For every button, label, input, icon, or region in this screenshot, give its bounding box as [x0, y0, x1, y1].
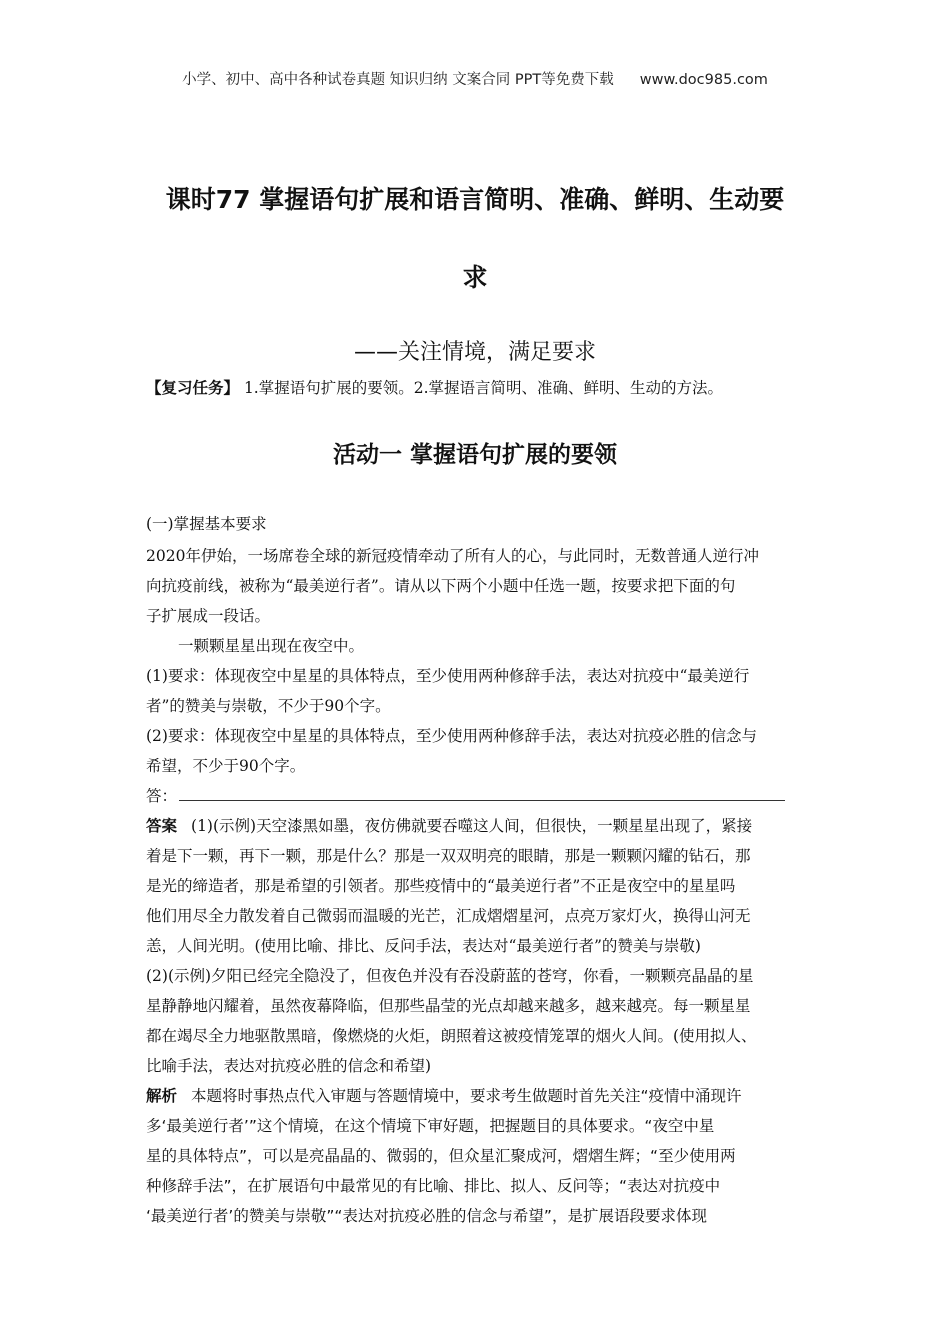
- review-task-label: 【复习任务】: [146, 379, 240, 397]
- analysis-line: 种修辞手法”，在扩展语句中最常见的有比喻、排比、拟人、反问等；“表达对抗疫中: [146, 1177, 721, 1195]
- answer-label: 答案: [146, 817, 178, 835]
- question-line: 2020年伊始，一场席卷全球的新冠疫情牵动了所有人的心，与此同时，无数普通人逆行冲: [146, 547, 759, 565]
- answer-prompt-label: 答：: [146, 787, 178, 805]
- review-task-text: 1.掌握语句扩展的要领。2.掌握语言简明、准确、鲜明、生动的方法。: [239, 379, 724, 397]
- review-task: [146, 376, 723, 398]
- analysis-line: ‘最美逆行者’的赞美与崇敬”“表达对抗疫必胜的信念与希望”，是扩展语段要求体现: [146, 1207, 707, 1225]
- requirement-2-line: (2)要求：体现夜空中星星的具体特点，至少使用两种修辞手法，表达对抗疫必胜的信念与: [146, 727, 757, 745]
- activity-heading: 活动一 掌握语句扩展的要领: [332, 442, 617, 468]
- requirement-1-line: (1)要求：体现夜空中星星的具体特点，至少使用两种修辞手法，表达对抗疫中“最美逆行: [146, 667, 750, 685]
- answer-line: 他们用尽全力散发着自己微弱而温暖的光芒，汇成熠熠星河，点亮万家灯火，换得山河无: [146, 907, 751, 925]
- question-line: 向抗疫前线，被称为“最美逆行者”。请从以下两个小题中任选一题，按要求把下面的句: [146, 577, 736, 595]
- header-text: 小学、初中、高中各种试卷真题 知识归纳 文案合同 PPT等免费下载: [182, 72, 614, 88]
- answer-line: (2)(示例)夕阳已经完全隐没了，但夜色并没有吞没蔚蓝的苍穹，你看，一颗颗亮晶晶的星: [146, 967, 754, 985]
- answer-prompt: [146, 784, 785, 806]
- answer-line: 着是下一颗，再下一颗，那是什么？那是一双双明亮的眼睛，那是一颗颗闪耀的钻石，那: [146, 847, 751, 865]
- lesson-subtitle: ——关注情境，满足要求: [353, 340, 596, 365]
- analysis-line: 多‘最美逆行者’”这个情境，在这个情境下审好题，把握题目的具体要求。“夜空中星: [146, 1117, 715, 1135]
- answer-line: 比喻手法，表达对抗疫必胜的信念和希望): [146, 1057, 432, 1075]
- answer-line: [146, 814, 752, 836]
- analysis-label: 解析: [146, 1087, 178, 1105]
- answer-line: 恙，人间光明。(使用比喻、排比、反问手法，表达对“最美逆行者”的赞美与崇敬): [146, 937, 701, 955]
- answer-line: 是光的缔造者，那是希望的引领者。那些疫情中的“最美逆行者”不正是夜空中的星星吗: [146, 877, 736, 895]
- answer-line: 星静静地闪耀着，虽然夜幕降临，但那些晶莹的光点却越来越多，越来越亮。每一颗星星: [146, 997, 751, 1015]
- page-header: [0, 68, 950, 89]
- section-heading: (一)掌握基本要求: [146, 515, 267, 533]
- requirement-1-line: 者”的赞美与崇敬，不少于90个字。: [146, 697, 391, 715]
- base-sentence: 一颗颗星星出现在夜空中。: [178, 637, 365, 655]
- analysis-text: 本题将时事热点代入审题与答题情境中，要求考生做题时首先关注“疫情中涌现许: [191, 1087, 742, 1105]
- lesson-title-line2: 求: [462, 263, 488, 292]
- answer-blank[interactable]: [179, 786, 785, 801]
- analysis-line: 星的具体特点”，可以是亮晶晶的、微弱的，但众星汇聚成河，熠熠生辉；“至少使用两: [146, 1147, 736, 1165]
- lesson-title-line1: 课时77 掌握语句扩展和语言简明、准确、鲜明、生动要: [165, 185, 785, 214]
- answer-text: (1)(示例)天空漆黑如墨，夜仿佛就要吞噬这人间，但很快，一颗星星出现了，紧接: [191, 817, 753, 835]
- question-line: 子扩展成一段话。: [146, 607, 271, 625]
- requirement-2-line: 希望，不少于90个字。: [146, 757, 306, 775]
- answer-line: 都在竭尽全力地驱散黑暗，像燃烧的火炬，朗照着这被疫情笼罩的烟火人间。(使用拟人、: [146, 1027, 757, 1045]
- analysis-line: [146, 1084, 742, 1106]
- header-site[interactable]: www.doc985.com: [639, 72, 768, 88]
